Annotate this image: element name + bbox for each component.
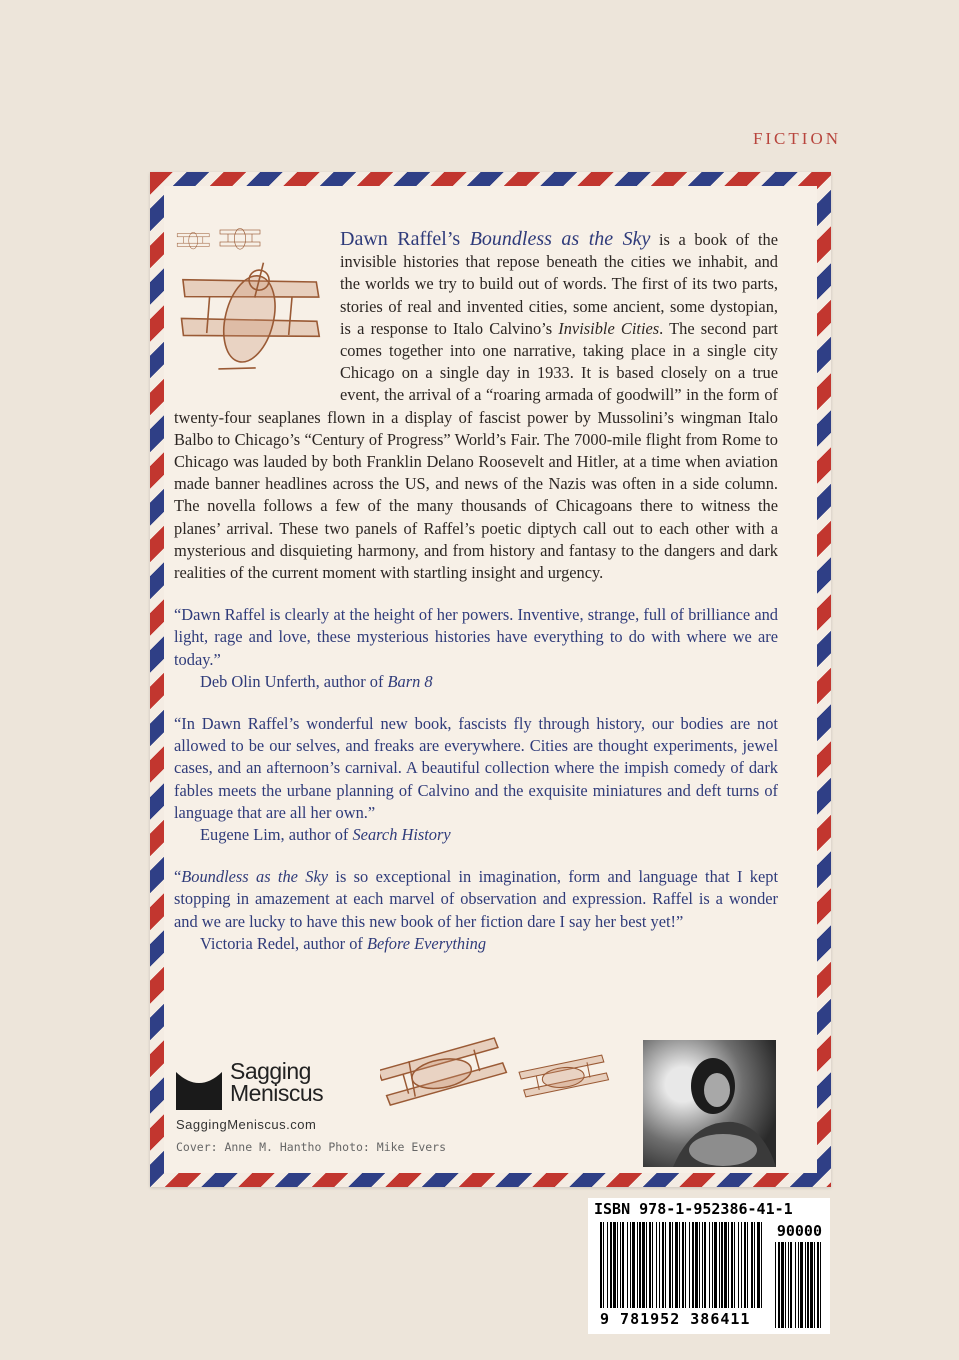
blurb-attribution: Deb Olin Unferth, author of Barn 8 [200, 671, 433, 691]
biplanes-bottom-icon [380, 1022, 610, 1132]
meniscus-logo-icon [176, 1062, 222, 1110]
back-cover-content [174, 228, 778, 955]
author-photo [643, 1040, 776, 1167]
genre-label: FICTION [752, 129, 841, 148]
publisher-website[interactable]: SaggingMeniscus.com [176, 1117, 317, 1132]
blurb-attribution: Eugene Lim, author of Search History [200, 825, 451, 845]
blurb-attribution: Victoria Redel, author of Before Everything [200, 933, 487, 953]
isbn-barcode [588, 1198, 830, 1334]
cover-credits: Cover: Anne M. Hantho Photo: Mike Evers [176, 1140, 447, 1154]
barcode-digits: 9 781952 386411 [600, 1310, 751, 1328]
blurb-quote-1: “Dawn Raffel is clearly at the height of her powers. Inventive, strange, full of brilliance and light, rage and love, these mysterious histories have everything to do with where we are today.” Deb Olin Unferth, author of Barn 8 [174, 604, 778, 693]
author-portrait-icon [643, 1040, 776, 1167]
book-description: Dawn Raffel’s Boundless as the Sky is a book of the invisible histories that repose beneath the cities we inhabit, and the worlds we try to build out of words. The first of its two parts, stories of real and invented cities, some ancient, some dystopian, is a response to Italo Calvino’s Invisible Cities. The second part comes together into one narrative, taking place in a single city Chicago on a single day in 1933. It is based closely on a true event, the arrival of a “roaring armada of goodwill” in the form of twenty-four seaplanes flown in a display of fascist power by Mussolini’s wingman Italo Balbo to Chicago’s “Century of Progress” World’s Fair. The 7000-mile flight from Rome to Chicago was lauded by both Franklin Delano Roosevelt and Hitler, at a time when aviation made banner headlines across the US, and news of the Nazis was often in a side column. The novella follows a few of the many thousands of Chicagoans there to witness the planes’ arrival. These two panels of Raffel’s poetic diptych call out to each other with a mysterious and disquieting harmony, and from history and fantasy to the dangers and dark realities of the current moment with startling insight and urgency. [174, 228, 778, 583]
blurb-quote-2: “In Dawn Raffel’s wonderful new book, fascists fly through history, our bodies are not allowed to be our selves, and freaks are everywhere. Cities are thought experiments, jewel cases, and an afternoon’s carnival. A beautiful collection where the impish comedy of dark fables meets the urbane planning of Calvino and the exquisite miniatures and deft turns of language that are all her own.” Eugene Lim, author of Search History [174, 713, 778, 846]
isbn-number: ISBN 978-1-952386-41-1 [594, 1200, 793, 1218]
price-code: 90000 [776, 1222, 822, 1240]
blurb-quote-3: “Boundless as the Sky is so exceptional in imagination, form and language that I kept stopping in amazement at each marvel of observation and expression. Raffel is a wonder and we are lucky to have this new book of her fiction dare I say her best yet!” Victoria Redel, author of Before Everything [174, 866, 778, 955]
publisher-name: Sagging Meniscus [230, 1058, 324, 1106]
biplane-illustration-icon [164, 216, 334, 388]
book-title: Boundless as the Sky [469, 228, 651, 250]
author-name: Dawn Raffel’s [340, 228, 470, 250]
